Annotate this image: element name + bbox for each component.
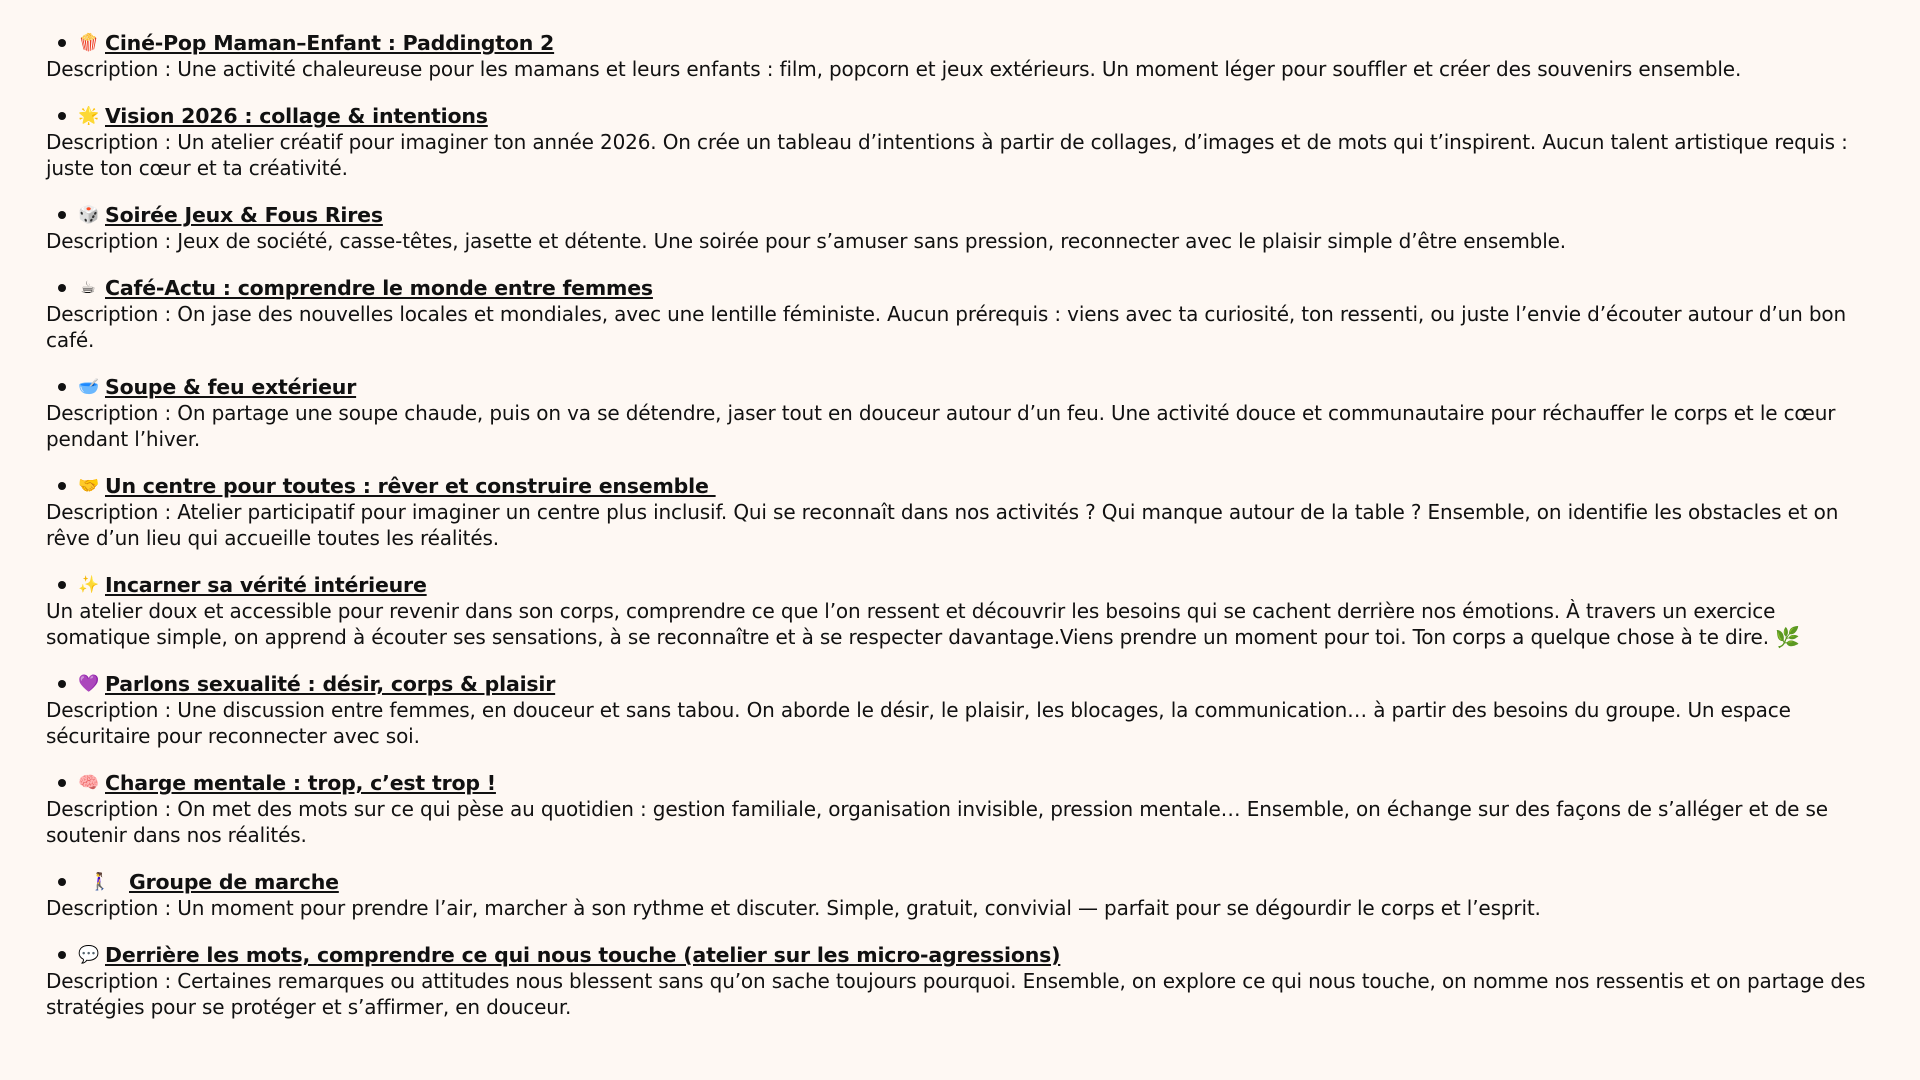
activity-title: Incarner sa vérité intérieure — [105, 573, 427, 597]
activity-title: Soupe & feu extérieur — [105, 375, 357, 399]
activity-description: Description : Un moment pour prendre l’air, marcher à son rythme et discuter. Simple, gratuit, convivial — parfait pour se dégourdir le corps et l’esprit. — [46, 896, 1541, 920]
bullet-icon — [58, 112, 66, 120]
activity-title-row — [46, 103, 1880, 129]
activity-title: Café-Actu : comprendre le monde entre femmes — [105, 276, 653, 300]
purple-heart-icon: 💜 — [78, 674, 100, 694]
bullet-icon — [58, 680, 66, 688]
activity-item — [46, 869, 1880, 921]
activity-description: Description : Certaines remarques ou attitudes nous blessent sans qu’on sache toujours pourquoi. Ensemble, on explore ce qui nous touche, on nomme nos ressentis et on partage des stratégies pour se protéger et s’affirmer, en douceur. — [46, 969, 1866, 1019]
activity-title-row — [46, 942, 1880, 968]
activity-title-row — [46, 275, 1880, 301]
activity-title-row — [46, 30, 1880, 56]
activity-item — [46, 30, 1880, 82]
activity-item — [46, 942, 1880, 1020]
activity-item — [46, 103, 1880, 181]
activity-description: Description : Atelier participatif pour imaginer un centre plus inclusif. Qui se reconnaît dans nos activités ? Qui manque autour de la table ? Ensemble, on identifie les obstacles et on rêve d’un lieu qui accueille toutes les réalités. — [46, 500, 1839, 550]
activity-item — [46, 671, 1880, 749]
popcorn-icon: 🍿 — [78, 33, 100, 53]
activity-title: Soirée Jeux & Fous Rires — [105, 203, 383, 227]
bullet-icon — [58, 878, 66, 886]
activity-description: Un atelier doux et accessible pour revenir dans son corps, comprendre ce que l’on ressent et découvrir les besoins qui se cachent derrière nos émotions. À travers un exercice somatique simple, on apprend à écouter ses sensations, à se reconnaître et à se respecter davantage.Viens prendre un moment pour toi. Ton corps a quelque chose à te dire. 🌿 — [46, 599, 1800, 649]
bullet-icon — [58, 211, 66, 219]
activity-title: Un centre pour toutes : rêver et construire ensemble — [105, 474, 716, 498]
bullet-icon — [58, 581, 66, 589]
activity-title: Derrière les mots, comprendre ce qui nous touche (atelier sur les micro-agressions) — [105, 943, 1061, 967]
bullet-icon — [58, 951, 66, 959]
walking-woman-icon: 🚶‍♀️ — [89, 872, 111, 892]
activity-title: Groupe de marche — [129, 870, 339, 894]
activity-item — [46, 770, 1880, 848]
activity-description: Description : On jase des nouvelles locales et mondiales, avec une lentille féministe. Aucun prérequis : viens avec ta curiosité, ton ressenti, ou juste l’envie d’écouter autour d’un bon café. — [46, 302, 1847, 352]
bullet-icon — [58, 39, 66, 47]
bullet-icon — [58, 383, 66, 391]
activity-title-row — [46, 473, 1880, 499]
activity-title: Vision 2026 : collage & intentions — [105, 104, 488, 128]
coffee-icon: ☕ — [80, 278, 96, 298]
activity-item — [46, 572, 1880, 650]
activity-description: Description : Jeux de société, casse-têtes, jasette et détente. Une soirée pour s’amuser sans pression, reconnecter avec le plaisir simple d’être ensemble. — [46, 229, 1566, 253]
activity-title: Charge mentale : trop, c’est trop ! — [105, 771, 496, 795]
activity-title-row — [46, 869, 1880, 895]
activity-description: Description : On partage une soupe chaude, puis on va se détendre, jaser tout en douceur autour d’un feu. Une activité douce et communautaire pour réchauffer le corps et le cœur pendant l’hiver. — [46, 401, 1836, 451]
star-icon: 🌟 — [78, 106, 100, 126]
activity-item — [46, 202, 1880, 254]
sparkles-icon: ✨ — [78, 575, 100, 595]
activity-item — [46, 275, 1880, 353]
activity-item — [46, 374, 1880, 452]
handshake-icon: 🤝 — [78, 476, 100, 496]
bullet-icon — [58, 779, 66, 787]
activity-title: Parlons sexualité : désir, corps & plaisir — [105, 672, 556, 696]
activity-title-row — [46, 671, 1880, 697]
speech-bubble-icon: 💬 — [78, 945, 100, 965]
activity-title-row — [46, 374, 1880, 400]
activity-description: Description : Une discussion entre femmes, en douceur et sans tabou. On aborde le désir, le plaisir, les blocages, la communication… à partir des besoins du groupe. Un espace sécuritaire pour reconnecter avec soi. — [46, 698, 1791, 748]
activity-title-row — [46, 572, 1880, 598]
activity-title-row — [46, 770, 1880, 796]
soup-bowl-icon: 🥣 — [78, 377, 100, 397]
bullet-icon — [58, 284, 66, 292]
activity-description: Description : Une activité chaleureuse pour les mamans et leurs enfants : film, popcorn et jeux extérieurs. Un moment léger pour souffler et créer des souvenirs ensemble. — [46, 57, 1742, 81]
activity-title: Ciné-Pop Maman–Enfant : Paddington 2 — [105, 31, 555, 55]
dice-icon: 🎲 — [78, 205, 100, 225]
brain-icon: 🧠 — [78, 773, 100, 793]
activity-description: Description : Un atelier créatif pour imaginer ton année 2026. On crée un tableau d’intentions à partir de collages, d’images et de mots qui t’inspirent. Aucun talent artistique requis : juste ton cœur et ta créativité. — [46, 130, 1848, 180]
activity-title-row — [46, 202, 1880, 228]
activity-description: Description : On met des mots sur ce qui pèse au quotidien : gestion familiale, organisation invisible, pression mentale… Ensemble, on échange sur des façons de s’alléger et de se soutenir dans nos réalités. — [46, 797, 1828, 847]
activity-item — [46, 473, 1880, 551]
bullet-icon — [58, 482, 66, 490]
